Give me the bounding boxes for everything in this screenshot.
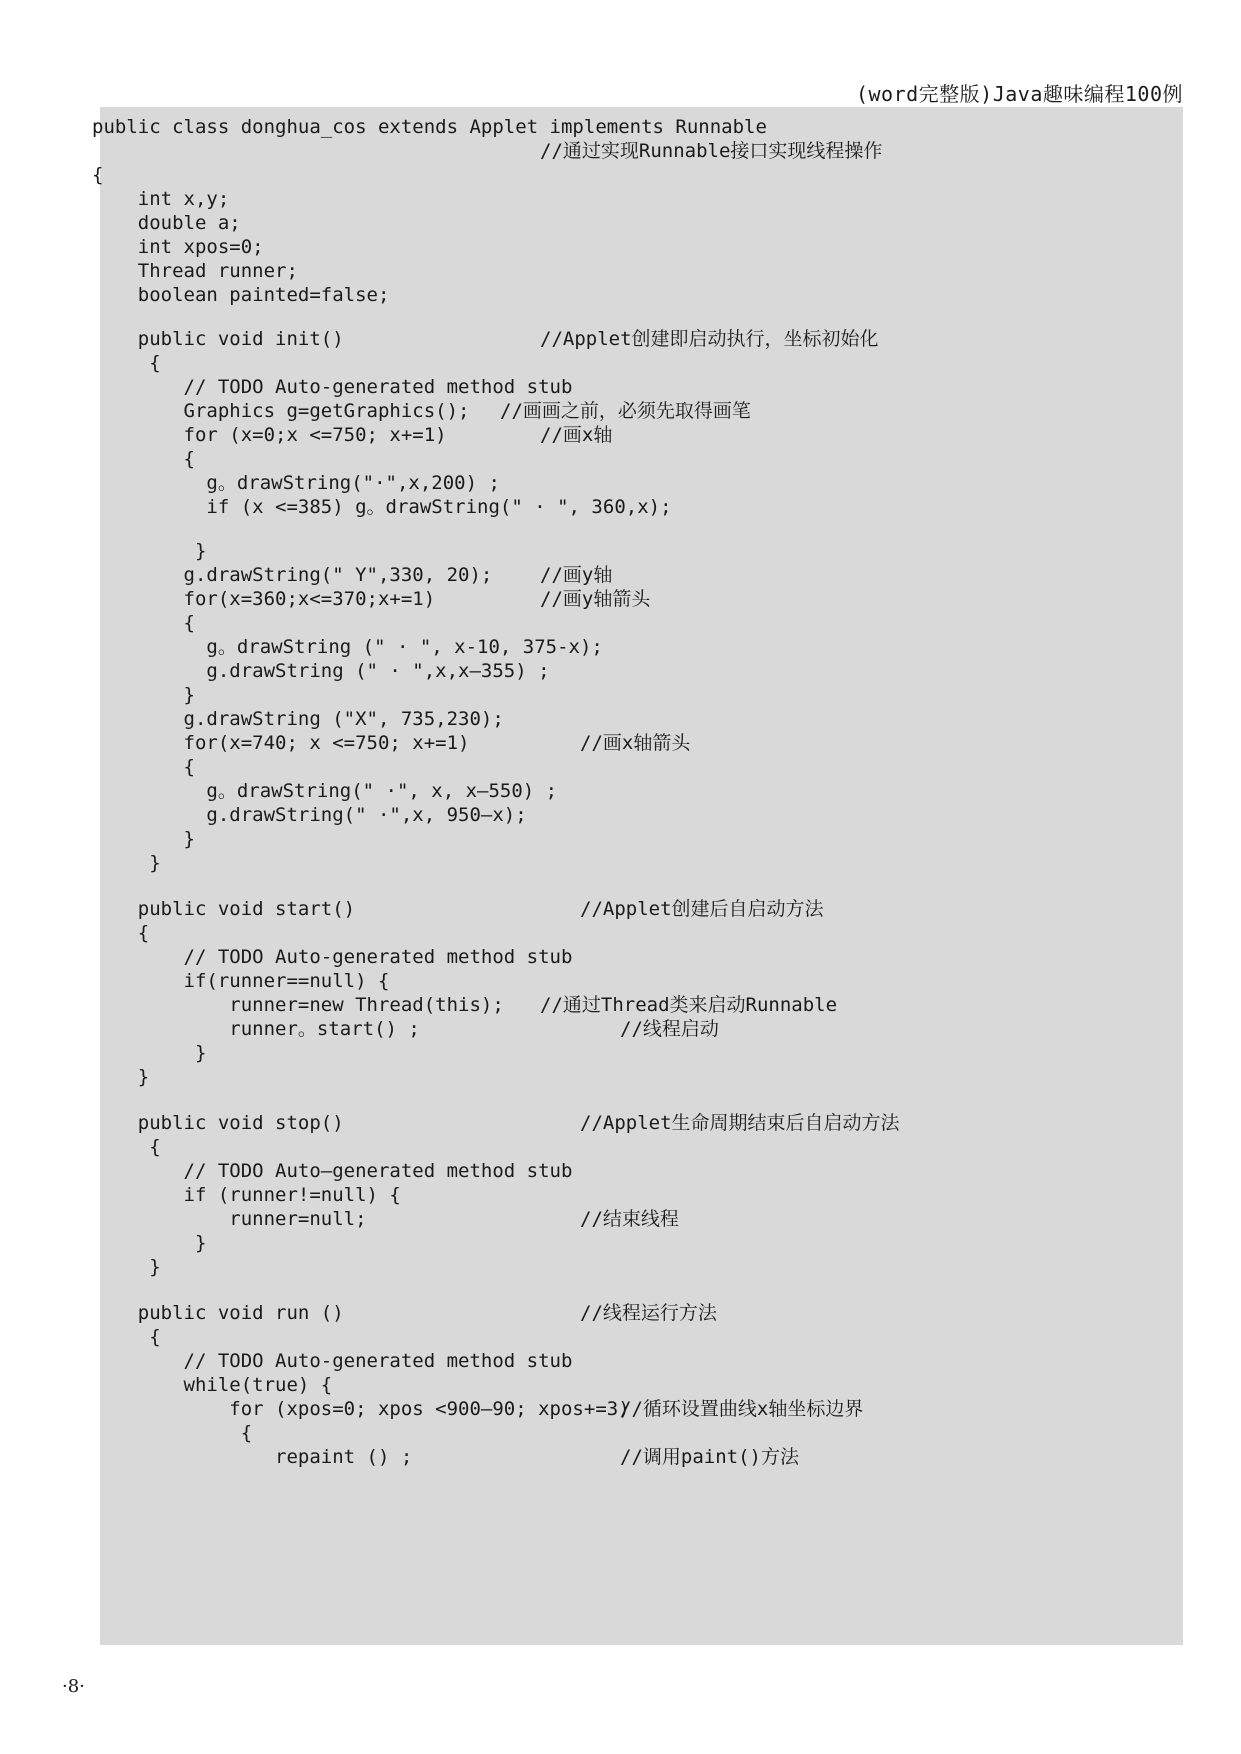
code-line xyxy=(92,283,1183,307)
code-statement: runner。start() ; xyxy=(92,1018,420,1040)
code-line xyxy=(92,1421,1183,1445)
code-statement: // TODO Auto-generated method stub xyxy=(92,946,573,968)
code-statement: { xyxy=(92,1422,253,1444)
code-line xyxy=(92,1349,1183,1373)
code-comment: //调用paint()方法 xyxy=(620,1446,799,1468)
code-statement: { xyxy=(92,1136,161,1158)
code-line xyxy=(92,611,1183,635)
code-statement: g。drawString(" ·", x, x—550) ; xyxy=(92,780,558,802)
page-header-title: (word完整版)Java趣味编程100例 xyxy=(855,82,1183,106)
code-line xyxy=(92,897,1183,921)
code-comment: //画画之前，必须先取得画笔 xyxy=(500,400,751,422)
code-line xyxy=(92,755,1183,779)
code-line xyxy=(92,327,1183,351)
code-line xyxy=(92,1325,1183,1349)
code-line xyxy=(92,707,1183,731)
code-block xyxy=(92,107,1183,1645)
code-comment: //结束线程 xyxy=(580,1208,679,1230)
code-line xyxy=(92,731,1183,755)
code-line xyxy=(92,827,1183,851)
code-line xyxy=(100,139,1183,163)
code-statement: public void stop() xyxy=(92,1112,344,1134)
code-comment: //通过实现Runnable接口实现线程操作 xyxy=(540,140,883,162)
code-line xyxy=(92,495,1183,519)
code-statement: if(runner==null) { xyxy=(92,970,390,992)
code-statement: // TODO Auto—generated method stub xyxy=(92,1160,573,1182)
code-line xyxy=(92,921,1183,945)
code-line xyxy=(92,969,1183,993)
code-line xyxy=(92,1231,1183,1255)
code-statement: public void start() xyxy=(92,898,356,920)
code-line xyxy=(92,163,1183,187)
code-line xyxy=(92,447,1183,471)
code-line xyxy=(92,683,1183,707)
code-comment: //Applet生命周期结束后自启动方法 xyxy=(580,1112,900,1134)
code-line xyxy=(92,1017,1183,1041)
code-statement: for(x=740; x <=750; x+=1) xyxy=(92,732,470,754)
code-comment: //画y轴箭头 xyxy=(540,588,651,610)
code-statement: } xyxy=(92,1066,150,1088)
page-number: ·8· xyxy=(62,1676,85,1697)
code-statement: int xpos=0; xyxy=(92,236,264,258)
code-line xyxy=(92,539,1183,563)
code-line xyxy=(92,851,1183,875)
code-statement: public class donghua_cos extends Applet implements Runnable xyxy=(92,116,767,138)
code-statement: Thread runner; xyxy=(92,260,298,282)
code-line xyxy=(92,635,1183,659)
code-statement: Graphics g=getGraphics(); xyxy=(92,400,470,422)
code-line xyxy=(92,423,1183,447)
code-statement: { xyxy=(92,164,104,186)
code-comment: //Applet创建后自启动方法 xyxy=(580,898,824,920)
code-statement: } xyxy=(92,684,195,706)
code-statement: runner=null; xyxy=(92,1208,367,1230)
code-statement: } xyxy=(92,828,195,850)
code-line xyxy=(92,471,1183,495)
code-statement: public void run () xyxy=(92,1302,344,1324)
code-statement: g.drawString ("X", 735,230); xyxy=(92,708,504,730)
code-line xyxy=(92,351,1183,375)
code-line xyxy=(92,1111,1183,1135)
code-statement: repaint () ; xyxy=(92,1446,413,1468)
code-statement: g.drawString(" Y",330, 20); xyxy=(92,564,493,586)
code-line xyxy=(92,563,1183,587)
code-statement: // TODO Auto-generated method stub xyxy=(92,1350,573,1372)
code-statement: g.drawString (" · ",x,x—355) ; xyxy=(92,660,550,682)
code-statement: } xyxy=(92,1232,207,1254)
code-comment: //线程运行方法 xyxy=(580,1302,717,1324)
code-line xyxy=(92,1373,1183,1397)
code-line xyxy=(92,1301,1183,1325)
code-comment: //画x轴 xyxy=(540,424,613,446)
code-line xyxy=(92,187,1183,211)
code-line xyxy=(92,235,1183,259)
code-line xyxy=(92,587,1183,611)
code-statement: g.drawString(" ·",x, 950—x); xyxy=(92,804,527,826)
code-statement: public void init() xyxy=(92,328,344,350)
code-statement: { xyxy=(92,352,161,374)
code-statement: boolean painted=false; xyxy=(92,284,390,306)
code-statement: { xyxy=(92,756,195,778)
code-comment: //循环设置曲线x轴坐标边界 xyxy=(620,1398,864,1420)
code-statement: for(x=360;x<=370;x+=1) xyxy=(92,588,436,610)
code-line xyxy=(92,375,1183,399)
code-statement: double a; xyxy=(92,212,241,234)
code-statement: { xyxy=(92,612,195,634)
code-line xyxy=(92,945,1183,969)
code-line xyxy=(92,1183,1183,1207)
code-line xyxy=(92,399,1183,423)
code-statement: } xyxy=(92,1042,207,1064)
code-statement: } xyxy=(92,852,161,874)
code-statement: runner=new Thread(this); xyxy=(92,994,504,1016)
code-statement: } xyxy=(92,1256,161,1278)
code-statement: if (runner!=null) { xyxy=(92,1184,401,1206)
code-statement: int x,y; xyxy=(92,188,230,210)
code-line xyxy=(92,115,1183,139)
code-comment: //画x轴箭头 xyxy=(580,732,691,754)
code-line xyxy=(92,211,1183,235)
code-line xyxy=(92,1397,1183,1421)
code-line xyxy=(92,993,1183,1017)
code-line xyxy=(92,1207,1183,1231)
code-comment: //画y轴 xyxy=(540,564,613,586)
code-line xyxy=(92,1041,1183,1065)
code-statement: g。drawString (" · ", x-10, 375-x); xyxy=(92,636,603,658)
code-line xyxy=(92,1135,1183,1159)
code-comment: //线程启动 xyxy=(620,1018,719,1040)
code-line xyxy=(92,1445,1183,1469)
code-line xyxy=(92,1159,1183,1183)
code-statement: { xyxy=(92,922,150,944)
code-statement: for (x=0;x <=750; x+=1) xyxy=(92,424,447,446)
code-comment: //Applet创建即启动执行，坐标初始化 xyxy=(540,328,879,350)
code-line xyxy=(92,259,1183,283)
code-line xyxy=(92,779,1183,803)
code-statement: { xyxy=(92,1326,161,1348)
code-line xyxy=(92,803,1183,827)
code-line xyxy=(92,659,1183,683)
code-statement: if (x <=385) g。drawString(" · ", 360,x); xyxy=(92,496,672,518)
code-statement: g。drawString("·",x,200) ; xyxy=(92,472,500,494)
code-statement: while(true) { xyxy=(92,1374,333,1396)
code-line xyxy=(92,1255,1183,1279)
code-statement: // TODO Auto-generated method stub xyxy=(92,376,573,398)
code-statement: { xyxy=(92,448,195,470)
code-statement: } xyxy=(92,540,207,562)
code-line xyxy=(92,1065,1183,1089)
code-statement: for (xpos=0; xpos <900—90; xpos+=3) xyxy=(92,1398,630,1420)
code-comment: //通过Thread类来启动Runnable xyxy=(540,994,838,1016)
